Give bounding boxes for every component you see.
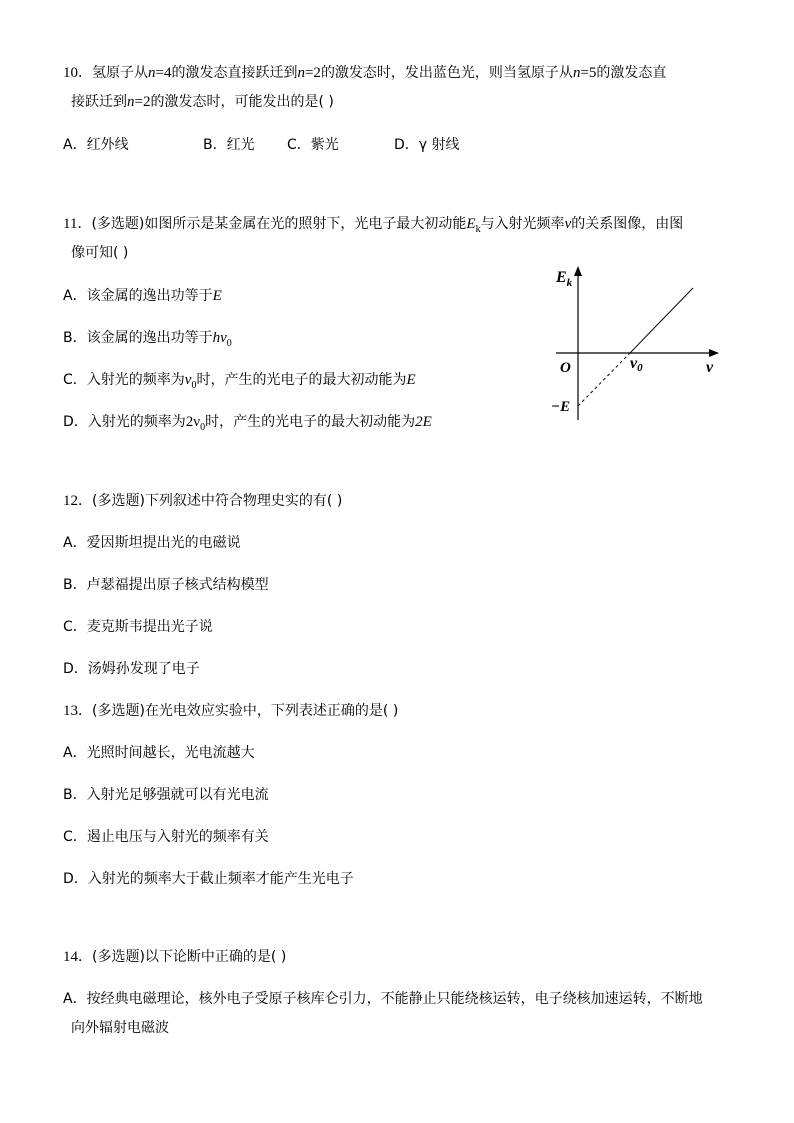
q13-option-d[interactable]: D．入射光的频率大于截止频率才能产生光电子 (63, 871, 354, 887)
q12-option-b[interactable]: B．卢瑟福提出原子核式结构模型 (63, 577, 269, 593)
var-2E: 2E (415, 414, 432, 430)
q12-text: ．(多选题)下列叙述中符合物理史实的有( ) (78, 493, 343, 509)
q10-line-1 (63, 63, 666, 83)
q10-option-d[interactable]: D．γ 射线 (394, 137, 460, 153)
value-2nu: 2ν (185, 414, 201, 430)
var-E: E (466, 216, 476, 232)
q14-number: 14 (63, 949, 78, 965)
q13-text: ．(多选题)在光电效应实验中，下列表述正确的是( ) (78, 703, 399, 719)
origin-label: O (560, 360, 571, 376)
var-n: n (148, 65, 156, 81)
q10-option-b[interactable]: B．红光 (203, 137, 255, 153)
option-text: D．入射光的频率为 (63, 414, 186, 430)
q14-option-a[interactable]: A．按经典电磁理论，核外电子受原子核库仑引力，不能静止只能绕核运转，电子绕核加速运转，不断地 (63, 991, 703, 1007)
q14-text: ．(多选题)以下论断中正确的是( ) (78, 949, 287, 965)
q14-stem (63, 947, 286, 967)
x-axis-arrow (709, 349, 719, 357)
q10-option-a[interactable]: A．红外线 (63, 137, 129, 153)
q12-option-d[interactable]: D．汤姆孙发现了电子 (63, 661, 200, 677)
q11-text: ．(多选题)如图所示是某金属在光的照射下，光电子最大初动能 (77, 216, 467, 232)
q11-text: 与入射光频率 (480, 216, 565, 232)
q11-ek-nu-graph (548, 260, 728, 430)
nu0-label: ν0 (630, 355, 643, 374)
value-2: =2 (134, 94, 151, 110)
var-h-nu: hν (212, 330, 227, 346)
value-5: =5 (580, 65, 597, 81)
q10-option-c[interactable]: C．紫光 (287, 137, 339, 153)
q14-option-a-continued: 向外辐射电磁波 (71, 1020, 169, 1036)
subscript-0: 0 (191, 379, 197, 391)
minus-e-label: −E (551, 399, 571, 415)
q12-option-a[interactable]: A．爱因斯坦提出光的电磁说 (63, 535, 241, 551)
q10-text: 的激发态直接跃迁到 (171, 65, 298, 81)
x-axis-label: ν (706, 359, 714, 376)
q11-option-b[interactable] (63, 328, 232, 354)
q13-option-b[interactable]: B．入射光足够强就可以有光电流 (63, 787, 269, 803)
q11-number: 11 (63, 216, 78, 232)
q11-line-1 (63, 214, 683, 240)
q10-text: 的激发态时，可能发出的是( ) (150, 94, 334, 110)
value-2: =2 (304, 65, 321, 81)
option-text: 时，产生的光电子的最大初动能为 (205, 414, 416, 430)
subscript-0: 0 (200, 421, 206, 433)
q11-option-c[interactable] (63, 370, 416, 396)
q13-option-c[interactable]: C．遏止电压与入射光的频率有关 (63, 829, 269, 845)
q13-option-a[interactable]: A．光照时间越长，光电流越大 (63, 745, 255, 761)
y-axis-arrow (574, 266, 582, 276)
var-nu: ν (564, 216, 572, 232)
q12-option-c[interactable]: C．麦克斯韦提出光子说 (63, 619, 213, 635)
ek-line (630, 288, 693, 353)
var-n: n (572, 65, 581, 81)
var-E: E (212, 288, 222, 304)
q11-option-a[interactable] (63, 286, 222, 306)
option-text: B．该金属的逸出功等于 (63, 330, 213, 346)
q10-number: 10 (63, 65, 78, 81)
option-text: A．该金属的逸出功等于 (63, 288, 213, 304)
value-4: =4 (155, 65, 172, 81)
q12-number: 12 (63, 493, 78, 509)
q11-option-d[interactable] (63, 412, 432, 438)
q13-number: 13 (63, 703, 78, 719)
var-n: n (297, 65, 305, 81)
y-axis-label: $E_k$ (556, 269, 573, 289)
subscript-0: 0 (226, 337, 232, 349)
dashed-extension-line (578, 353, 630, 406)
q11-text: 的关系图像，由图 (571, 216, 684, 232)
q10-line-2 (71, 92, 334, 112)
q12-stem (63, 491, 342, 511)
q10-text: 的激发态时，发出蓝色光，则当氢原子从 (320, 65, 573, 81)
var-nu: ν (184, 372, 192, 388)
q10-text: 接跃迁到 (71, 94, 127, 110)
var-E: E (406, 372, 416, 388)
q10-text: 的激发态直 (596, 65, 667, 81)
q13-stem (63, 701, 398, 721)
option-text: 时，产生的光电子的最大初动能为 (196, 372, 407, 388)
q10-text: ．氢原子从 (78, 65, 148, 81)
q11-line-2: 像可知( ) (71, 245, 129, 261)
option-text: C．入射光的频率为 (63, 372, 185, 388)
var-n: n (127, 94, 135, 110)
subscript-k: k (475, 223, 481, 235)
